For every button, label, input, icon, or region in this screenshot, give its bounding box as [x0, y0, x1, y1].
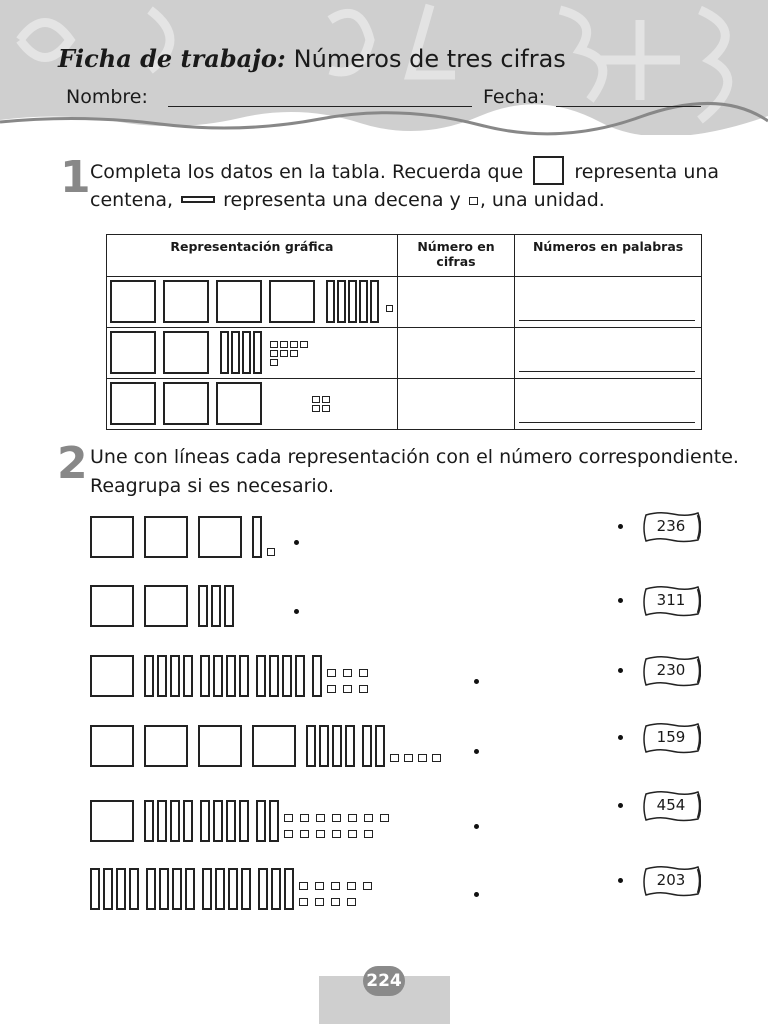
ten-rod [185, 868, 195, 910]
unit-cube [316, 814, 325, 822]
ten-rod [213, 655, 223, 697]
exercise-number-2: 2 [57, 438, 88, 489]
hundred-block [144, 516, 188, 558]
left-connection-dot[interactable] [474, 824, 479, 829]
right-connection-dot[interactable] [618, 878, 623, 883]
ten-rod [157, 800, 167, 842]
ten-rod [332, 725, 342, 767]
unit-cube [315, 898, 324, 906]
hundred-block [90, 516, 134, 558]
number-tag-label: 203 [656, 871, 686, 889]
ten-rod [213, 800, 223, 842]
right-connection-dot[interactable] [618, 803, 623, 808]
hundred-block [90, 585, 134, 627]
number-tag-label: 159 [656, 728, 686, 746]
hundred-block [198, 725, 242, 767]
number-tag [643, 790, 699, 820]
ten-rod [226, 800, 236, 842]
exercise1-text-b: representa una [574, 161, 720, 183]
ten-rod [90, 868, 100, 910]
ten-rod [256, 655, 266, 697]
ten-rod [202, 868, 212, 910]
unit-cube [315, 882, 324, 890]
ten-rod [284, 868, 294, 910]
hundred-block [90, 725, 134, 767]
left-connection-dot[interactable] [474, 892, 479, 897]
unit-cube [363, 882, 372, 890]
unit-cube [284, 830, 293, 838]
ten-rod [271, 868, 281, 910]
ten-rod [319, 725, 329, 767]
left-connection-dot[interactable] [294, 540, 299, 545]
left-connection-dot[interactable] [474, 749, 479, 754]
exercise1-text-d: representa una decena y [223, 189, 461, 211]
ten-rod [200, 655, 210, 697]
left-connection-dot[interactable] [294, 609, 299, 614]
exercise2-line1: Une con líneas cada representación con el número correspondiente. [90, 446, 739, 468]
unit-cube [284, 814, 293, 822]
unit-cube [380, 814, 389, 822]
right-connection-dot[interactable] [618, 598, 623, 603]
hundred-block [252, 725, 296, 767]
ten-rod [241, 868, 251, 910]
ten-rod [258, 868, 268, 910]
hundred-block [198, 516, 242, 558]
number-tag-label: 230 [656, 661, 686, 679]
unit-cube [299, 882, 308, 890]
number-tag-label: 454 [656, 796, 686, 814]
date-label: Fecha: [483, 86, 546, 108]
ten-rod [146, 868, 156, 910]
ten-rod [375, 725, 385, 767]
ten-rod [312, 655, 322, 697]
ten-rod [116, 868, 126, 910]
ten-rod [159, 868, 169, 910]
ten-rod [183, 655, 193, 697]
number-tag [643, 511, 699, 541]
ten-rod [200, 800, 210, 842]
ten-rod [170, 655, 180, 697]
ten-rod [228, 868, 238, 910]
hundred-block [90, 800, 134, 842]
ten-rod [144, 655, 154, 697]
ten-rod [103, 868, 113, 910]
unit-cube [348, 814, 357, 822]
header-graphic: Representación gráfica [107, 235, 398, 277]
ten-rod [226, 655, 236, 697]
unit-cube [359, 685, 368, 693]
number-tag [643, 722, 699, 752]
ten-rod [252, 516, 262, 558]
unit-cube [332, 814, 341, 822]
ten-rod [129, 868, 139, 910]
unit-cube [300, 830, 309, 838]
unit-cube [331, 898, 340, 906]
ten-rod [345, 725, 355, 767]
unit-cube [316, 830, 325, 838]
left-connection-dot[interactable] [474, 679, 479, 684]
unit-cube [299, 898, 308, 906]
ten-rod [256, 800, 266, 842]
ten-rod [295, 655, 305, 697]
exercise2-line2: Reagrupa si es necesario. [90, 475, 335, 497]
ten-rod [306, 725, 316, 767]
unit-cube [348, 830, 357, 838]
unit-cube [418, 754, 427, 762]
number-tag-label: 236 [656, 517, 686, 535]
exercise1-text-e: , una unidad. [479, 189, 605, 211]
unit-cube [404, 754, 413, 762]
ten-rod [157, 655, 167, 697]
unit-cube [332, 830, 341, 838]
unit-cube [364, 814, 373, 822]
exercise-number-1: 1 [60, 152, 91, 203]
header-digits: Número en cifras [397, 235, 514, 277]
unit-cube [390, 754, 399, 762]
right-connection-dot[interactable] [618, 735, 623, 740]
ten-rod [183, 800, 193, 842]
ten-rod [172, 868, 182, 910]
unit-cube [359, 669, 368, 677]
name-label: Nombre: [66, 86, 148, 108]
ten-rod [224, 585, 234, 627]
number-tag-label: 311 [656, 591, 686, 609]
number-tag [643, 865, 699, 895]
ten-rod [282, 655, 292, 697]
ten-rod [215, 868, 225, 910]
number-tag [643, 585, 699, 615]
ten-rod [211, 585, 221, 627]
number-tag [643, 655, 699, 685]
unit-cube [347, 882, 356, 890]
ten-rod [269, 800, 279, 842]
exercise1-text-c: centena, [90, 189, 174, 211]
ten-rod [239, 655, 249, 697]
unit-cube [343, 669, 352, 677]
hundred-block [90, 655, 134, 697]
unit-cube [343, 685, 352, 693]
ten-rod [170, 800, 180, 842]
unit-cube [347, 898, 356, 906]
ten-rod [239, 800, 249, 842]
unit-cube [327, 669, 336, 677]
unit-cube [300, 814, 309, 822]
unit-cube [267, 548, 275, 556]
ten-rod [269, 655, 279, 697]
hundred-block [144, 725, 188, 767]
page-number: 224 [363, 966, 405, 996]
right-connection-dot[interactable] [618, 524, 623, 529]
right-connection-dot[interactable] [618, 668, 623, 673]
title-rest: Números de tres cifras [293, 45, 566, 73]
unit-cube [327, 685, 336, 693]
title-bold: Ficha de trabajo: [58, 44, 286, 73]
ten-rod [198, 585, 208, 627]
exercise1-text-a: Completa los datos en la tabla. Recuerda que [90, 161, 524, 183]
ten-rod [362, 725, 372, 767]
unit-cube [432, 754, 441, 762]
header-words: Números en palabras [515, 235, 702, 277]
unit-cube [331, 882, 340, 890]
hundred-block [144, 585, 188, 627]
ten-rod [144, 800, 154, 842]
unit-cube [364, 830, 373, 838]
